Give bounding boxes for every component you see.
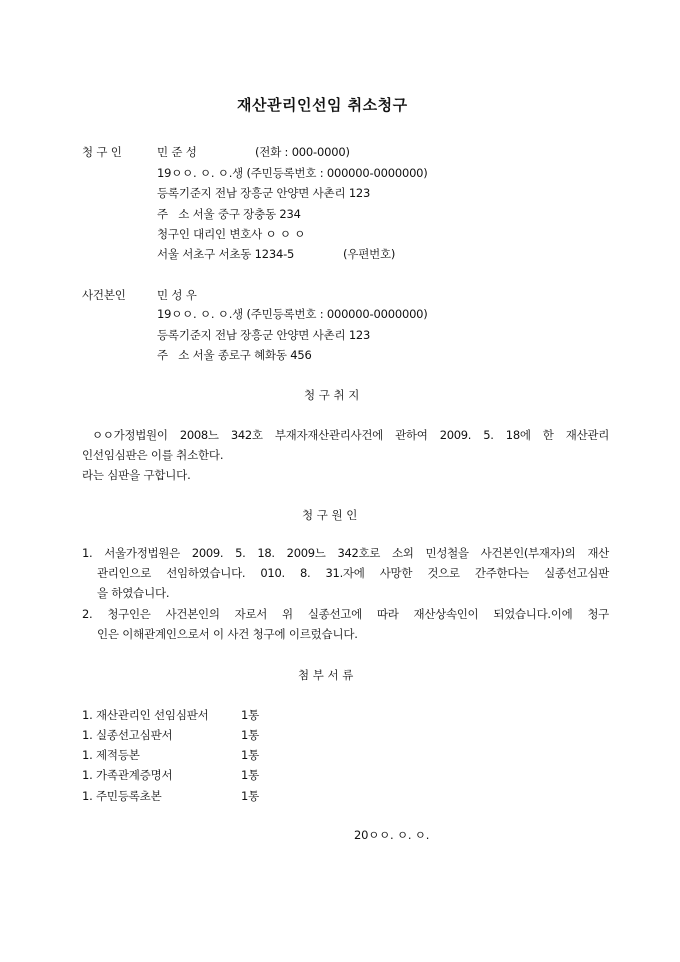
claimant-label: 청 구 인 [82, 145, 122, 159]
principal-birth: 19ㅇㅇ. ㅇ. ㅇ.생 (주민등록번호 : 000000-0000000) [157, 307, 428, 321]
claimant-agent: 청구인 대리인 변호사 ㅇ ㅇ ㅇ [157, 227, 306, 241]
cause-heading: 청 구 원 인 [302, 508, 358, 522]
attachment-name: 1. 주민등록초본 [82, 789, 162, 803]
attachment-name: 1. 실종선고심판서 [82, 728, 173, 742]
document-date: 20ㅇㅇ. ㅇ. ㅇ. [354, 828, 430, 842]
purpose-heading: 청 구 취 지 [304, 388, 360, 402]
claimant-name: 민 준 성 [157, 145, 197, 159]
cause-line: 인은 이해관계인으로서 이 사건 청구에 이르렀습니다. [97, 627, 358, 641]
principal-reg-domicile: 등록기준지 전남 장흥군 안양면 사촌리 123 [157, 328, 371, 342]
attachment-name: 1. 제적등본 [82, 748, 140, 762]
claimant-postal-code: (우편번호) [343, 247, 396, 261]
attachment-name: 1. 가족관계증명서 [82, 768, 173, 782]
attachment-count: 1통 [241, 748, 260, 762]
claimant-reg-domicile: 등록기준지 전남 장흥군 안양면 사촌리 123 [157, 186, 371, 200]
document-title: 재산관리인선임 취소청구 [237, 96, 408, 114]
claimant-agent-address: 서울 서초구 서초동 1234-5 [157, 247, 295, 261]
cause-line: 2. 청구인은 사건본인의 자로서 위 실종선고에 따라 재산상속인이 되었습니다.이에 청구 [82, 607, 609, 621]
attachment-count: 1통 [241, 789, 260, 803]
cause-line: 1. 서울가정법원은 2009. 5. 18. 2009느 342호로 소외 민성철을 사건본인(부재자)의 재산 [82, 546, 609, 560]
principal-address: 주 소 서울 종로구 혜화동 456 [157, 348, 312, 362]
attachment-count: 1통 [241, 708, 260, 722]
principal-label: 사건본인 [82, 288, 126, 302]
claimant-phone: (전화 : 000-0000) [255, 145, 350, 159]
attachment-count: 1통 [241, 768, 260, 782]
purpose-line: 라는 심판을 구합니다. [82, 468, 191, 482]
attachment-name: 1. 재산관리인 선임심판서 [82, 708, 209, 722]
claimant-address: 주 소 서울 중구 장충동 234 [157, 207, 301, 221]
principal-name: 민 성 우 [157, 288, 197, 302]
claimant-birth: 19ㅇㅇ. ㅇ. ㅇ.생 (주민등록번호 : 000000-0000000) [157, 166, 428, 180]
attachment-count: 1통 [241, 728, 260, 742]
attachments-heading: 첨 부 서 류 [298, 668, 354, 682]
purpose-line: 인선임심판은 이를 취소한다. [82, 448, 224, 462]
purpose-line: ㅇㅇ가정법원이 2008느 342호 부재자재산관리사건에 관하여 2009. 5. 18에 한 재산관리 [92, 428, 609, 442]
cause-line: 을 하였습니다. [97, 586, 170, 600]
cause-line: 관리인으로 선임하였습니다. 010. 8. 31.자에 사망한 것으로 간주한다는 실종선고심판 [97, 566, 609, 580]
